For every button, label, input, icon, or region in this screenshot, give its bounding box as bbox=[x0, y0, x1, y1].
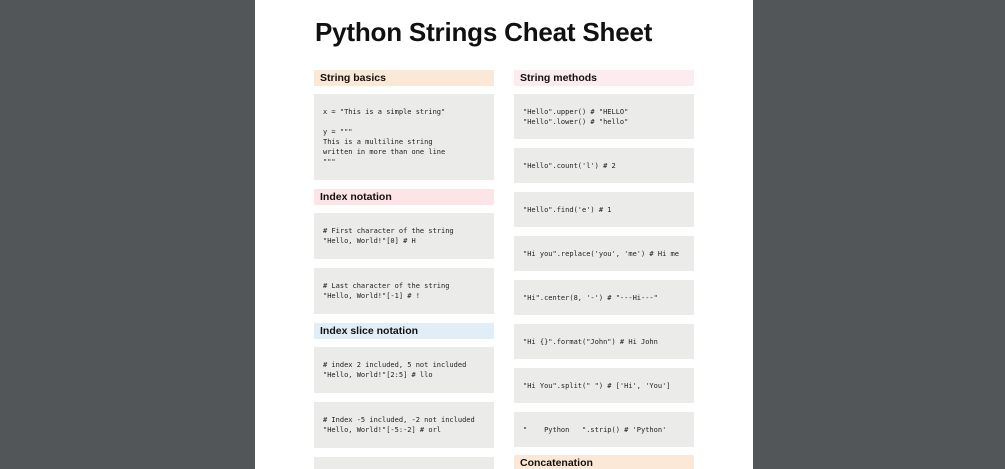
code-line: "Hi {}".format("John") # Hi John bbox=[523, 337, 658, 346]
code-line: "Hi".center(8, '-') # "---Hi---" bbox=[523, 293, 658, 302]
code-line: "Hi you".replace('you', 'me') # Hi me bbox=[523, 249, 679, 258]
code-block-upper-lower bbox=[514, 94, 694, 139]
code-line: x = "This is a simple string" bbox=[323, 108, 446, 116]
code-line: # First character of the string bbox=[323, 227, 454, 235]
section-heading-index-notation: Index notation bbox=[314, 189, 494, 205]
code-block-partial bbox=[314, 457, 494, 469]
code-block-string-basics bbox=[314, 94, 494, 180]
code-block-slice-negative bbox=[314, 402, 494, 448]
code-line: "Hello".lower() # "hello" bbox=[523, 117, 629, 126]
code-line bbox=[323, 117, 485, 127]
code-line: written in more than one line bbox=[323, 148, 446, 156]
page-title: Python Strings Cheat Sheet bbox=[315, 17, 653, 47]
code-line: # Index -5 included, -2 not included bbox=[323, 416, 475, 424]
code-line: "Hello, World!"[0] # H bbox=[323, 237, 416, 245]
section-heading-index-slice: Index slice notation bbox=[314, 323, 494, 339]
code-block-replace bbox=[514, 236, 694, 271]
right-column bbox=[514, 70, 694, 469]
section-heading-string-methods: String methods bbox=[514, 70, 694, 86]
code-block-find bbox=[514, 192, 694, 227]
code-block-split bbox=[514, 368, 694, 403]
code-block-last-character bbox=[314, 268, 494, 314]
code-line: # Last character of the string bbox=[323, 282, 450, 290]
code-line: "Hello".find('e') # 1 bbox=[523, 205, 612, 214]
code-line: "Hello, World!"[-1] # ! bbox=[323, 292, 420, 300]
code-line: "Hi You".split(" ") # ['Hi', 'You'] bbox=[523, 381, 671, 390]
code-block-center bbox=[514, 280, 694, 315]
code-block-count bbox=[514, 148, 694, 183]
code-line: """ bbox=[323, 158, 336, 166]
code-line: "Hello, World!"[-5:-2] # orl bbox=[323, 426, 442, 434]
section-heading-string-basics: String basics bbox=[314, 70, 494, 86]
document-page bbox=[255, 0, 753, 469]
code-block-strip bbox=[514, 412, 694, 447]
code-block-slice-positive bbox=[314, 347, 494, 393]
code-line: "Hello, World!"[2:5] # llo bbox=[323, 371, 433, 379]
code-block-format bbox=[514, 324, 694, 359]
code-line: # index 2 included, 5 not included bbox=[323, 361, 467, 369]
left-column bbox=[314, 70, 494, 469]
code-line: y = """ bbox=[323, 128, 353, 136]
code-block-first-character bbox=[314, 213, 494, 259]
code-line: "Hello".count('l') # 2 bbox=[523, 161, 616, 170]
code-line: This is a multiline string bbox=[323, 138, 433, 146]
section-heading-concatenation: Concatenation bbox=[514, 455, 694, 469]
code-line: "Hello".upper() # "HELLO" bbox=[523, 107, 629, 116]
code-line: " Python ".strip() # 'Python' bbox=[523, 425, 667, 434]
